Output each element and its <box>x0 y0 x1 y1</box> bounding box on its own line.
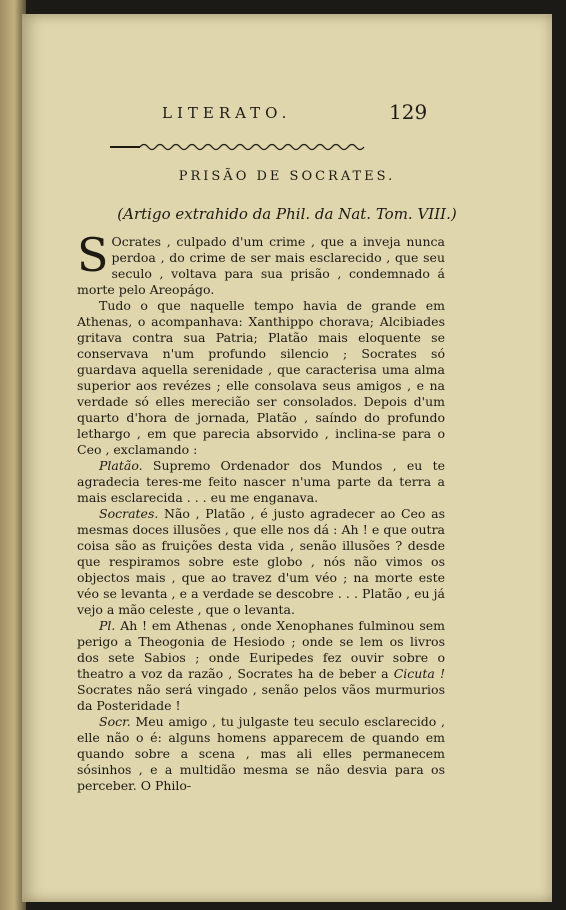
speaker-label: Pl. <box>99 618 116 633</box>
paragraph-4-text: Não , Platão , é justo agradecer ao Ceo as mesmas doces illusões , que elle nos dá : Ah ! e que outra coisa são as fruições desta vida , senão illusões ? desde que respiramos sobre este globo , nós não vimos os objectos mais , que ao travez d'um véo ; na morte este véo se levanta , e a verdade se descobre . . . Platão , eu já vejo a mão celeste , que o levanta. <box>77 506 445 617</box>
page-header <box>162 100 462 128</box>
speaker-label: Socrates. <box>99 506 159 521</box>
paragraph-1 <box>77 228 445 298</box>
running-title: LITERATO. <box>162 104 292 122</box>
emphasis-cicuta: Cicuta ! <box>393 666 445 681</box>
paragraph-3 <box>77 458 445 506</box>
paragraph-5-text: Ah ! em Athenas , onde Xenophanes fulminou sem perigo a Theogonia de Hesiodo ; onde se lem os livros dos sete Sabios ; onde Euripedes fez ouvir sobre o theatro a voz da razão , Socrates ha de beber a <box>77 618 446 681</box>
paragraph-4 <box>77 506 445 618</box>
article-title: PRISÃO DE SOCRATES. <box>178 169 396 184</box>
paragraph-6-text: Meu amigo , tu julgaste teu seculo esclarecido , elle não o é: alguns homens apparecem de quando em quando sobre a scena , mas ali elles permanecem sósinhos , e a multidão mesma se não desvia para os perceber. O Philo- <box>77 714 445 793</box>
article-subtitle: (Artigo extrahido da Phil. da Nat. Tom. VIII.) <box>117 205 457 223</box>
paragraph-3-text: Supremo Ordenador dos Mundos , eu te agradecia teres-me feito nascer n'uma parte da terra a mais esclarecida . . . eu me enganava. <box>77 458 445 505</box>
ornamental-rule <box>110 140 382 152</box>
paragraph-1-text: Ocrates , culpado d'um crime , que a inveja nunca perdoa , do crime de ser mais esclarecido , que seu seculo , voltava para sua prisão , condemnado á morte pelo Areopágo. <box>77 234 445 297</box>
paragraph-5 <box>77 618 445 714</box>
paragraph-2: Tudo o que naquelle tempo havia de grande em Athenas, o acompanhava: Xanthippo chorava; Alcibiades gritava contra sua Patria; Platão mais eloquente se conservava n'um profundo silencio ; Socrates só guardava aquella serenidade , que caracterisa uma alma superior aos revézes ; elle consolava seus amigos , e na verdade só elles merecião ser consolados. Depois d'um quarto d'hora de jornada, Platão , saíndo do profundo lethargo , em que parecia absorvido , inclina-se para o Ceo , exclamando : <box>77 298 445 457</box>
speaker-label: Platão. <box>99 458 143 473</box>
paragraph-6 <box>77 714 445 794</box>
book-page <box>22 14 552 902</box>
article-body <box>77 228 446 794</box>
speaker-label: Socr. <box>99 714 131 729</box>
drop-cap: S <box>77 228 109 282</box>
page-number: 129 <box>389 100 428 124</box>
paragraph-5-text-end: Socrates não será vingado , senão pelos vãos murmurios da Posteridade ! <box>77 682 445 713</box>
